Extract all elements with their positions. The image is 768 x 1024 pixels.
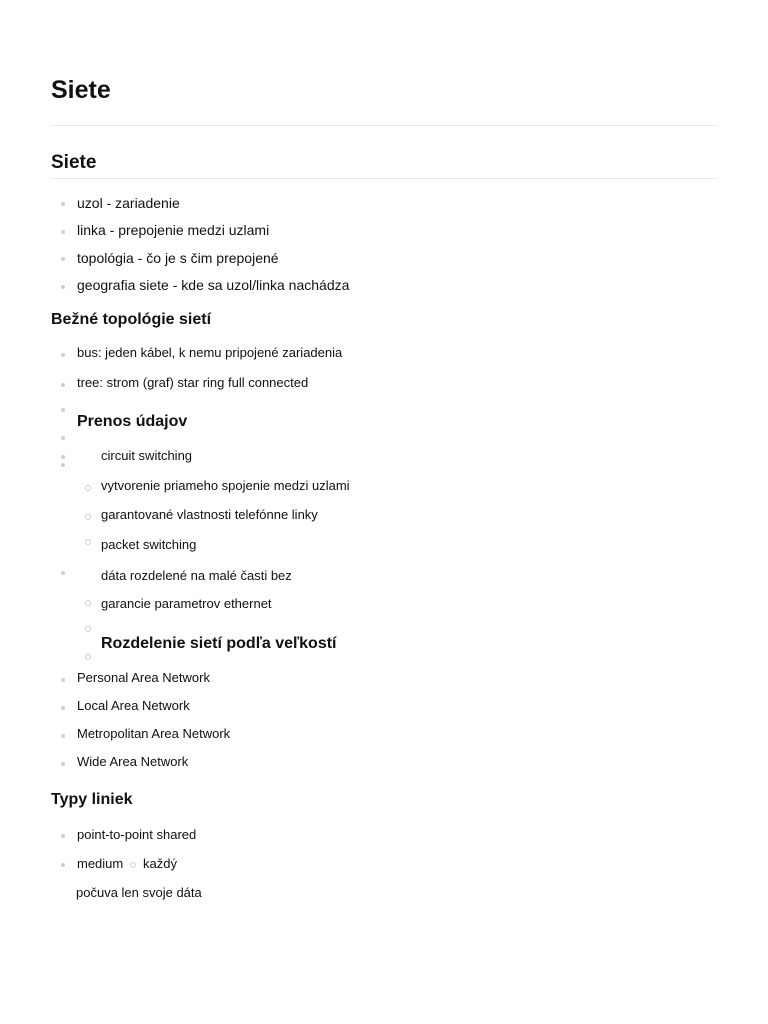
list-item: geografia siete - kde sa uzol/linka nachádza xyxy=(77,277,350,293)
list-item: dáta rozdelené na malé časti bez xyxy=(101,568,292,583)
bullet-icon xyxy=(61,762,65,766)
list-item: Metropolitan Area Network xyxy=(77,726,231,741)
list-item: vytvorenie priameho spojenie medzi uzlami xyxy=(101,478,350,493)
bullet-icon xyxy=(61,285,65,289)
bullet-icon xyxy=(61,734,65,738)
list-item: uzol - zariadenie xyxy=(77,195,180,211)
bullet-icon xyxy=(61,463,65,467)
title-divider xyxy=(51,125,717,126)
list-item: medium xyxy=(77,856,124,871)
bullet-icon xyxy=(61,408,65,412)
bullet-icon xyxy=(61,257,65,261)
section-heading-linky: Typy liniek xyxy=(51,791,133,808)
list-item: point-to-point shared xyxy=(77,827,197,842)
list-item: bus: jeden kábel, k nemu pripojené zariadenia xyxy=(77,345,343,360)
bullet-icon xyxy=(61,230,65,234)
bullet-icon xyxy=(130,862,136,868)
bullet-icon xyxy=(61,863,65,867)
bullet-icon xyxy=(61,571,65,575)
list-item: počuva len svoje dáta xyxy=(76,885,202,900)
section-divider xyxy=(51,178,717,179)
list-item: packet switching xyxy=(101,537,197,552)
list-item: circuit switching xyxy=(101,448,193,463)
bullet-icon xyxy=(85,485,91,491)
list-item: každý xyxy=(143,856,177,871)
section-heading-topologie: Bežné topológie sietí xyxy=(51,311,212,328)
bullet-icon xyxy=(85,539,91,545)
list-item: garantované vlastnosti telefónne linky xyxy=(101,507,318,522)
bullet-icon xyxy=(85,600,91,606)
bullet-icon xyxy=(61,353,65,357)
bullet-icon xyxy=(85,514,91,520)
page-title: Siete xyxy=(51,76,111,104)
section-heading-velkost: Rozdelenie sietí podľa veľkostí xyxy=(101,635,337,652)
list-item: garancie parametrov ethernet xyxy=(101,596,272,611)
section-heading-prenos: Prenos údajov xyxy=(77,413,188,430)
bullet-icon xyxy=(85,654,91,660)
list-item: Local Area Network xyxy=(77,698,190,713)
list-item: Wide Area Network xyxy=(77,754,189,769)
bullet-icon xyxy=(61,202,65,206)
bullet-icon xyxy=(61,436,65,440)
list-item: Personal Area Network xyxy=(77,670,210,685)
list-item: linka - prepojenie medzi uzlami xyxy=(77,222,270,238)
section-heading-siete: Siete xyxy=(51,152,97,173)
bullet-icon xyxy=(61,455,65,459)
bullet-icon xyxy=(61,678,65,682)
list-item: topológia - čo je s čim prepojené xyxy=(77,250,279,266)
bullet-icon xyxy=(85,626,91,632)
bullet-icon xyxy=(61,383,65,387)
bullet-icon xyxy=(61,834,65,838)
list-item: tree: strom (graf) star ring full connected xyxy=(77,375,309,390)
bullet-icon xyxy=(61,706,65,710)
